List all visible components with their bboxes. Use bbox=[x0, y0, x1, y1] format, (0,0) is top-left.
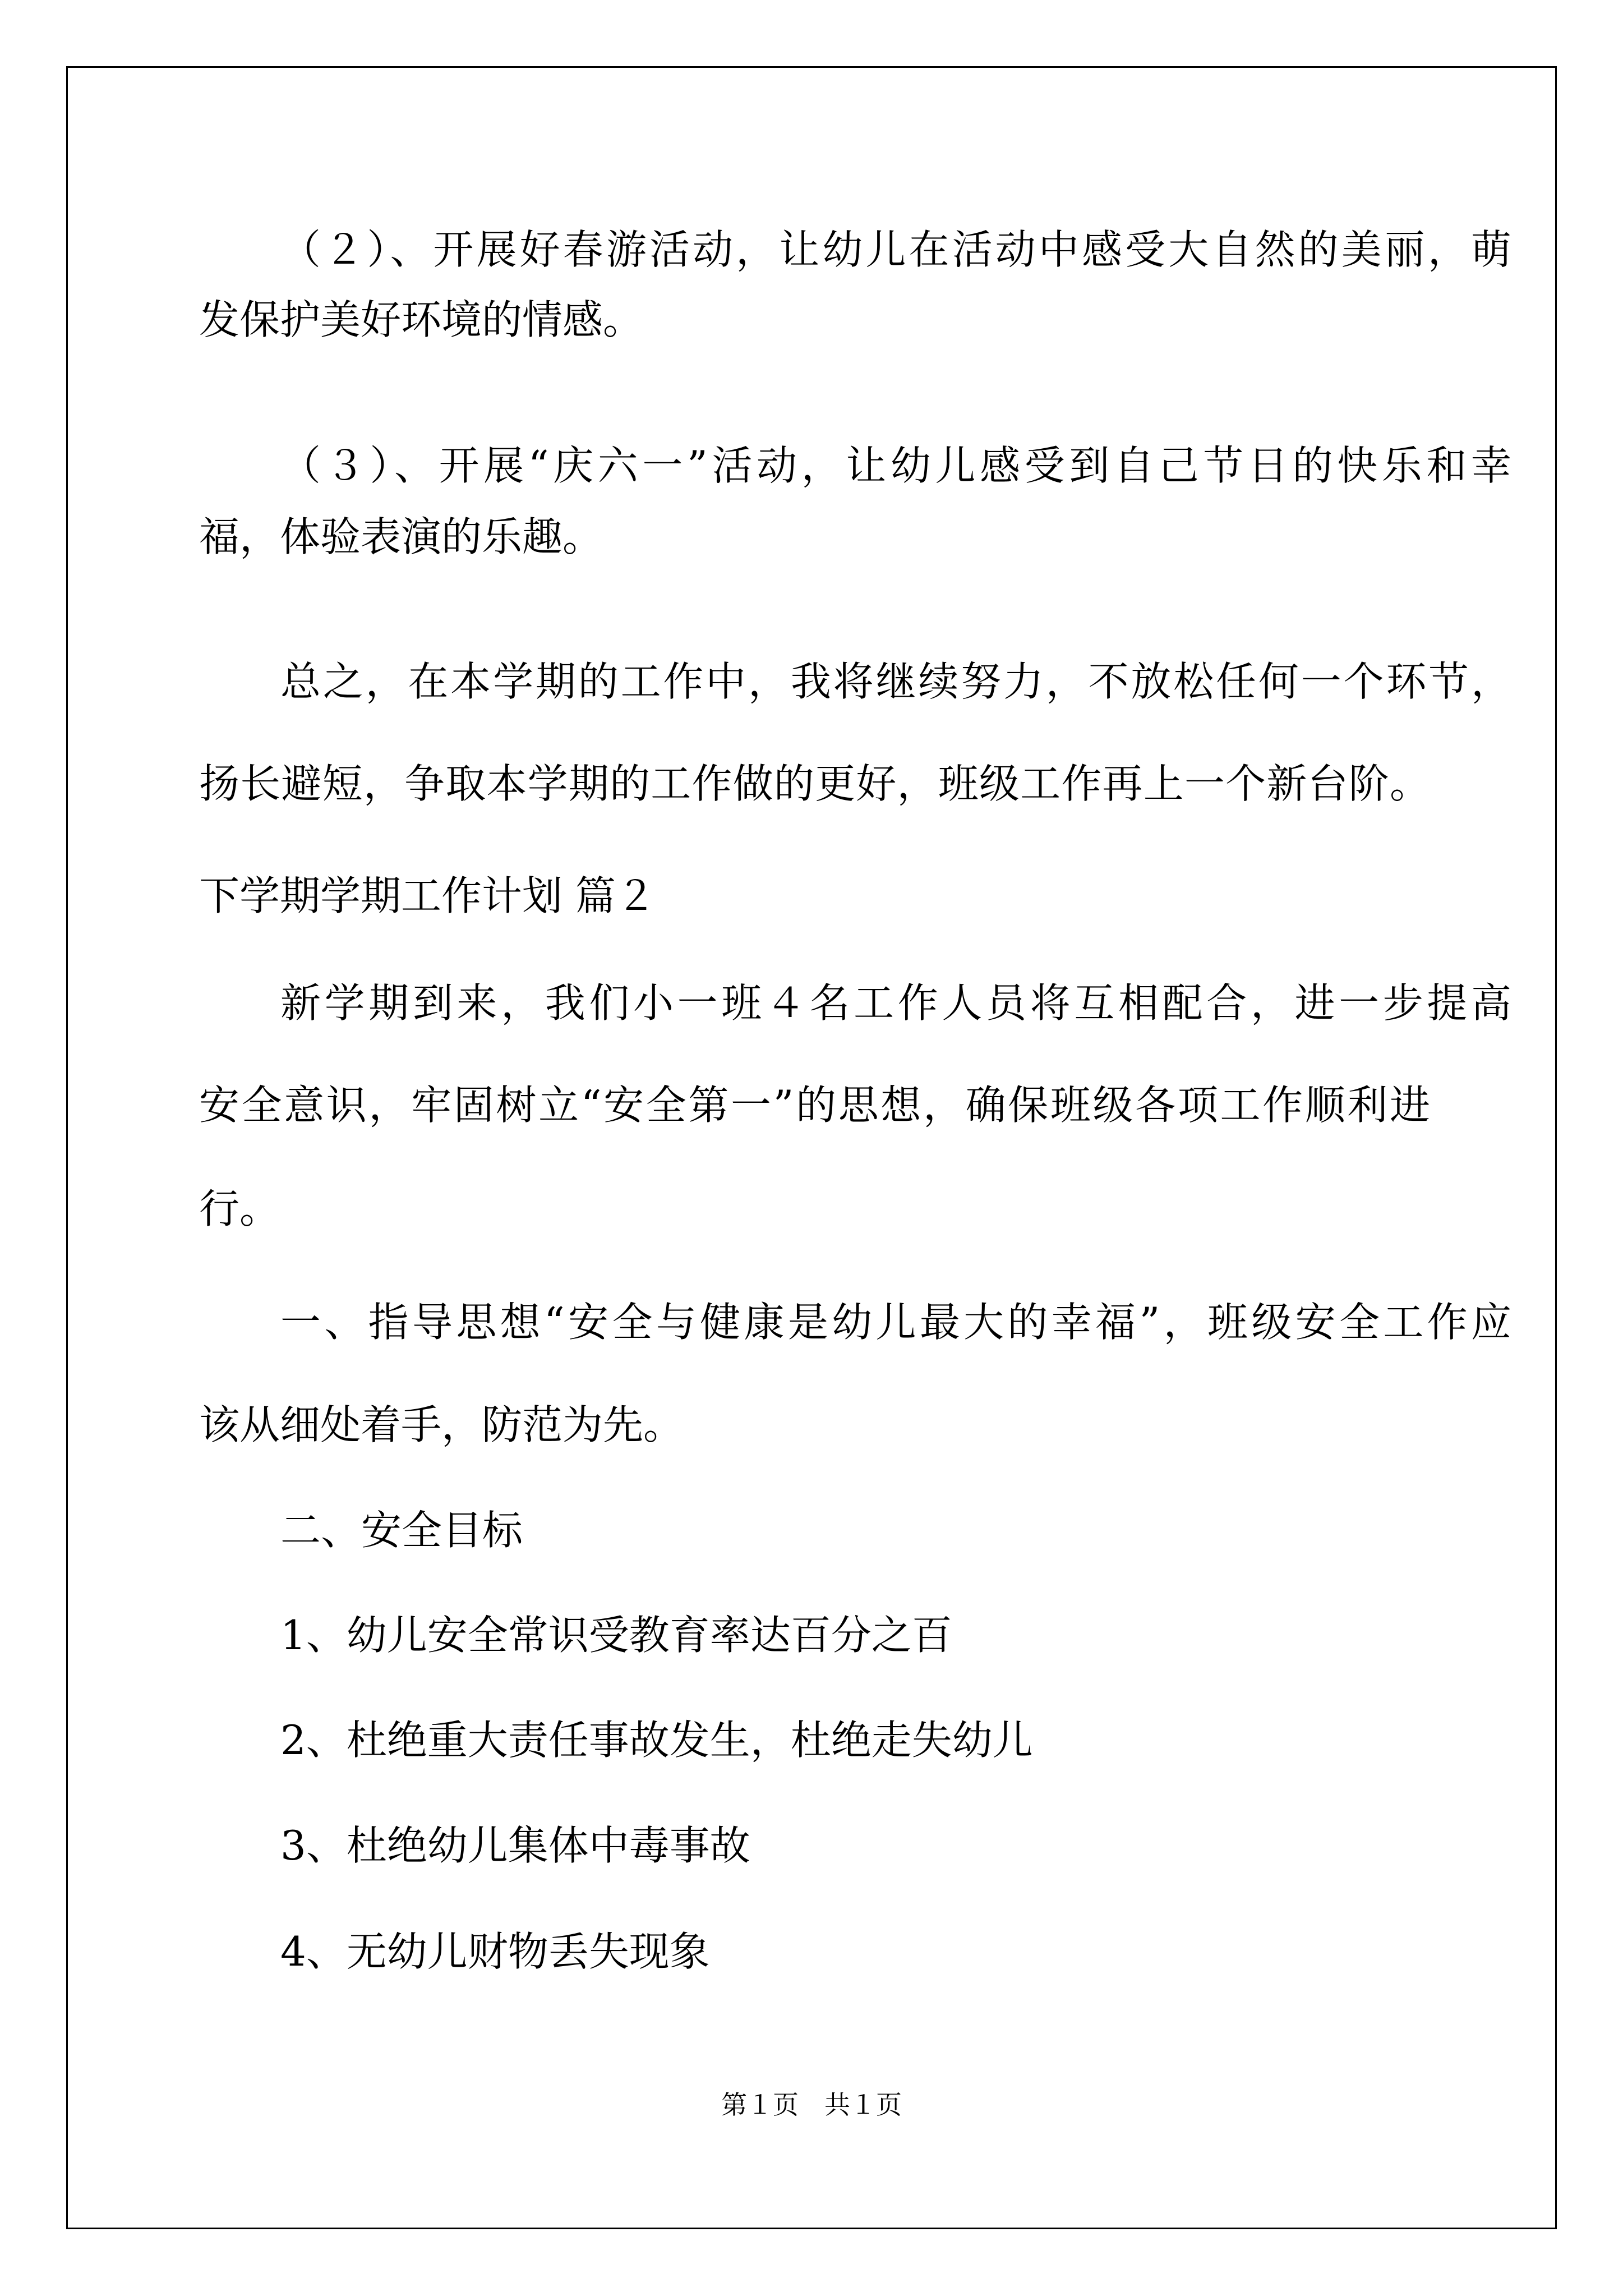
paragraph-line: （２）、开展好春游活动，让幼儿在活动中感受大自然的美丽，萌 bbox=[280, 226, 1511, 273]
paragraph-line: 安全意识，牢固树立“安全第一”的思想，确保班级各项工作顺利进 bbox=[199, 1082, 1430, 1129]
list-item: 3、杜绝幼儿集体中毒事故 bbox=[280, 1822, 750, 1869]
section-heading: 下学期学期工作计划 篇２ bbox=[199, 872, 656, 919]
paragraph-line: （３）、开展“庆六一”活动，让幼儿感受到自己节日的快乐和幸 bbox=[280, 442, 1511, 489]
list-item: 2、杜绝重大责任事故发生，杜绝走失幼儿 bbox=[280, 1717, 1033, 1764]
paragraph-line: 总之，在本学期的工作中，我将继续努力，不放松任何一个环节， bbox=[280, 658, 1511, 705]
page-footer: 第１页 共１页 bbox=[721, 2090, 902, 2120]
paragraph-line: 福，体验表演的乐趣。 bbox=[199, 513, 603, 560]
paragraph-line: 行。 bbox=[199, 1185, 280, 1232]
list-item: 4、无幼儿财物丢失现象 bbox=[280, 1928, 710, 1975]
list-item: 1、幼儿安全常识受教育率达百分之百 bbox=[280, 1612, 952, 1659]
paragraph-line: 二、安全目标 bbox=[280, 1507, 523, 1554]
page-border bbox=[66, 66, 1557, 2229]
paragraph-line: 新学期到来，我们小一班４名工作人员将互相配合，进一步提高 bbox=[280, 979, 1511, 1027]
paragraph-line: 发保护美好环境的情感。 bbox=[199, 296, 644, 343]
paragraph-line: 一、指导思想“安全与健康是幼儿最大的幸福”，班级安全工作应 bbox=[280, 1299, 1511, 1346]
paragraph-line: 该从细处着手，防范为先。 bbox=[199, 1401, 684, 1448]
paragraph-line: 扬长避短，争取本学期的工作做的更好，班级工作再上一个新台阶。 bbox=[199, 760, 1430, 807]
